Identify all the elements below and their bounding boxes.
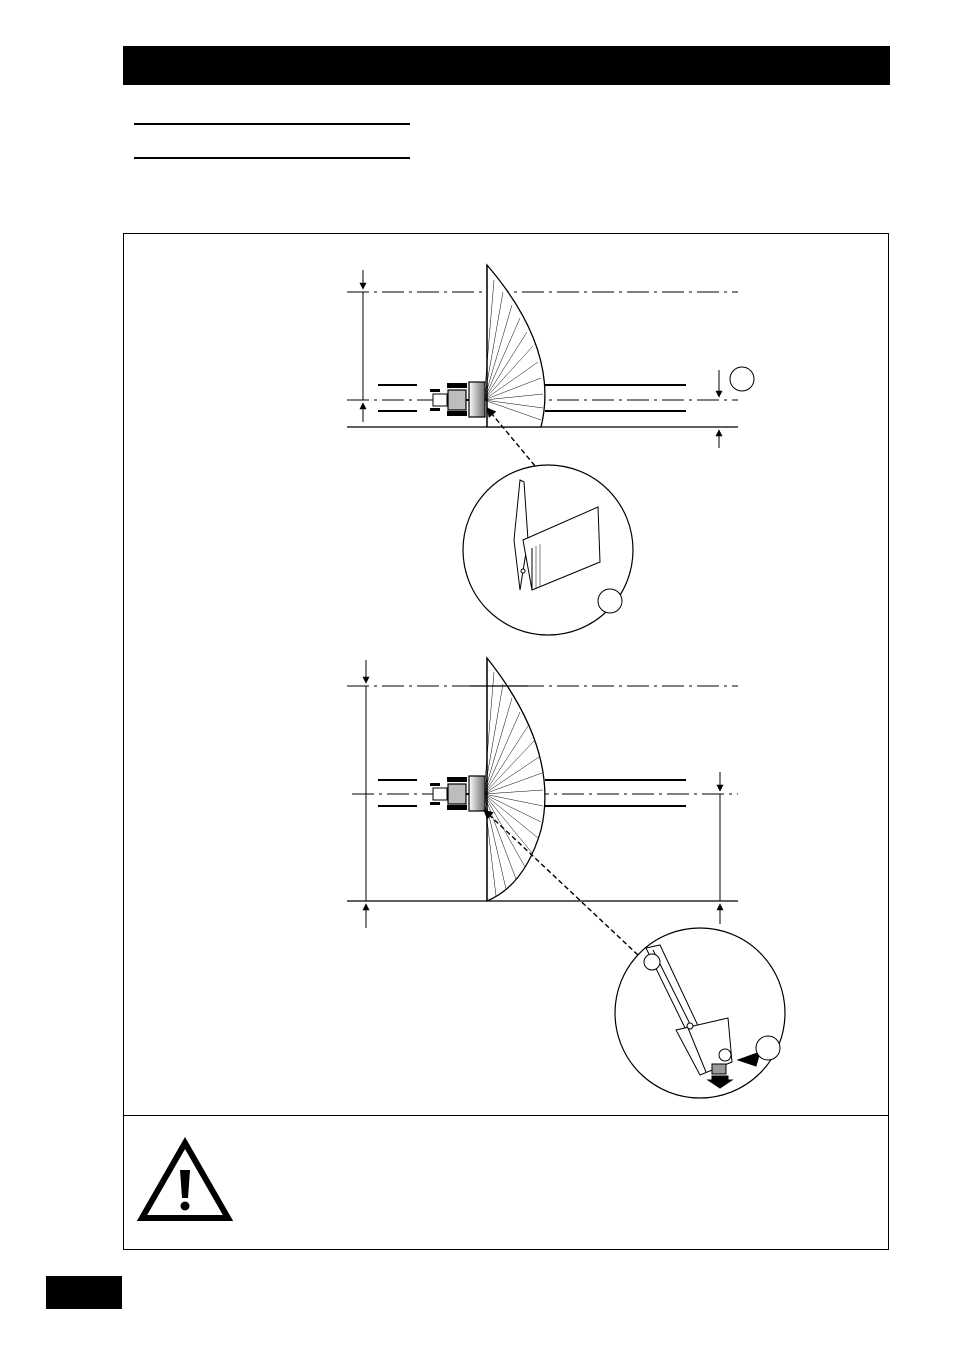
page-number-tab (46, 1276, 122, 1309)
tractor-icon (430, 382, 485, 417)
tractor-icon (430, 776, 485, 811)
warning-triangle-icon (142, 1143, 228, 1218)
bottom-spread-diagram (347, 658, 785, 1098)
top-spread-diagram (347, 265, 754, 635)
